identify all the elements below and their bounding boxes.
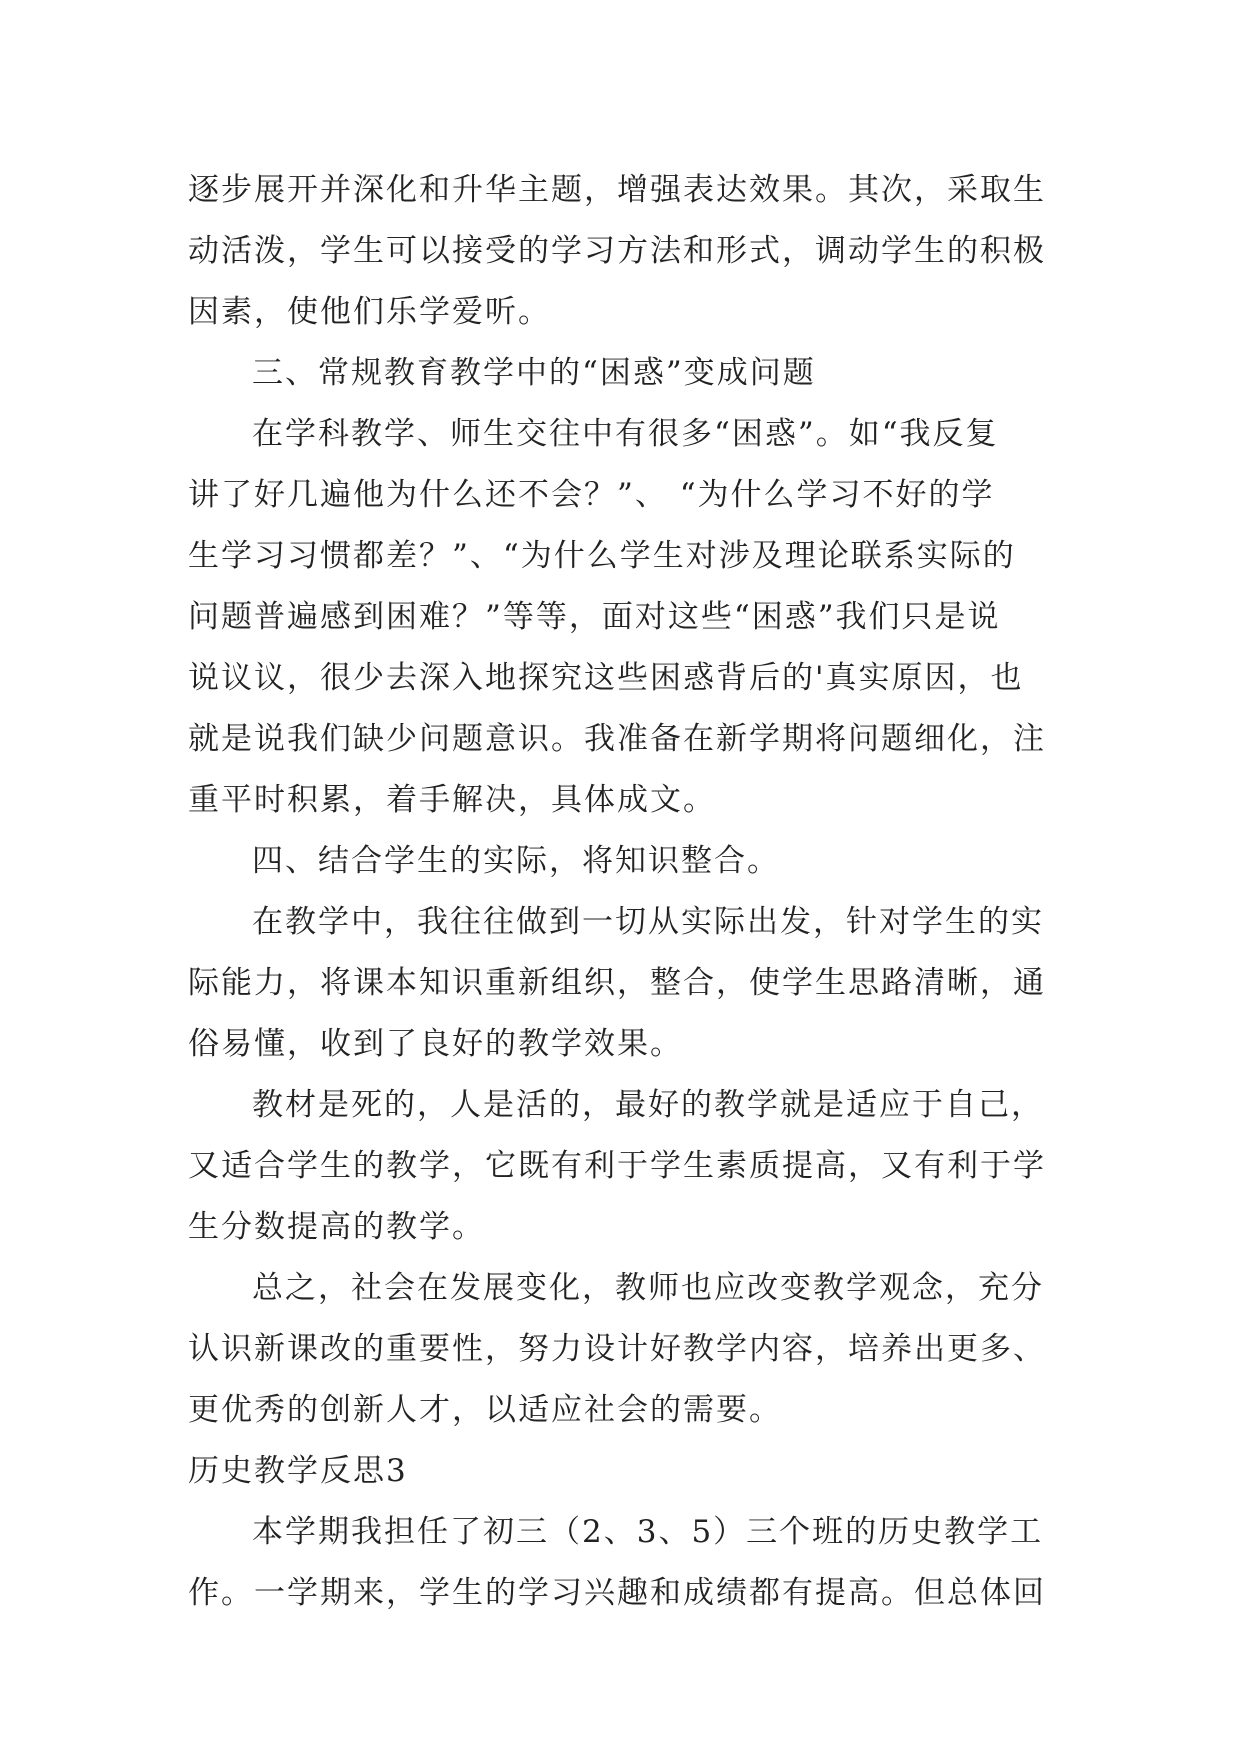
text-line: 动活泼，学生可以接受的学习方法和形式，调动学生的积极 <box>188 233 1046 269</box>
text-line: 就是说我们缺少问题意识。我准备在新学期将问题细化，注 <box>188 721 1046 757</box>
text-line: 俗易懂，收到了良好的教学效果。 <box>188 1026 683 1062</box>
text-line: 在学科教学、师生交往中有很多“困惑”。如“我反复 <box>252 416 999 452</box>
text-line: 生学习习惯都差？”、“为什么学生对涉及理论联系实际的 <box>188 538 1016 574</box>
text-line: 因素，使他们乐学爱听。 <box>188 294 551 330</box>
document-body <box>188 160 1058 1624</box>
text-line: 在教学中，我往往做到一切从实际出发，针对学生的实 <box>252 904 1044 940</box>
text-line: 问题普遍感到困难？”等等，面对这些“困惑”我们只是说 <box>188 599 1001 635</box>
text-line: 认识新课改的重要性，努力设计好教学内容，培养出更多、 <box>188 1331 1046 1367</box>
section-heading: 三、常规教育教学中的“困惑”变成问题 <box>252 355 816 391</box>
text-line: 生分数提高的教学。 <box>188 1209 485 1245</box>
text-line: 本学期我担任了初三（2、3、5）三个班的历史教学工 <box>252 1514 1044 1550</box>
text-line: 际能力，将课本知识重新组织，整合，使学生思路清晰，通 <box>188 965 1046 1001</box>
article-title: 历史教学反思3 <box>188 1453 408 1489</box>
text-line: 总之，社会在发展变化，教师也应改变教学观念，充分 <box>252 1270 1044 1306</box>
text-line: 说议议，很少去深入地探究这些困惑背后的'真实原因，也 <box>188 660 1024 696</box>
text-line: 教材是死的，人是活的，最好的教学就是适应于自己， <box>252 1087 1044 1123</box>
text-line: 作。一学期来，学生的学习兴趣和成绩都有提高。但总体回 <box>188 1575 1046 1611</box>
text-line: 逐步展开并深化和升华主题，增强表达效果。其次，采取生 <box>188 172 1046 208</box>
text-line: 讲了好几遍他为什么还不会？”、 “为什么学习不好的学 <box>188 477 995 513</box>
text-line: 重平时积累，着手解决，具体成文。 <box>188 782 716 818</box>
text-line: 更优秀的创新人才，以适应社会的需要。 <box>188 1392 782 1428</box>
text-line: 又适合学生的教学，它既有利于学生素质提高，又有利于学 <box>188 1148 1046 1184</box>
section-heading: 四、结合学生的实际，将知识整合。 <box>252 843 780 879</box>
